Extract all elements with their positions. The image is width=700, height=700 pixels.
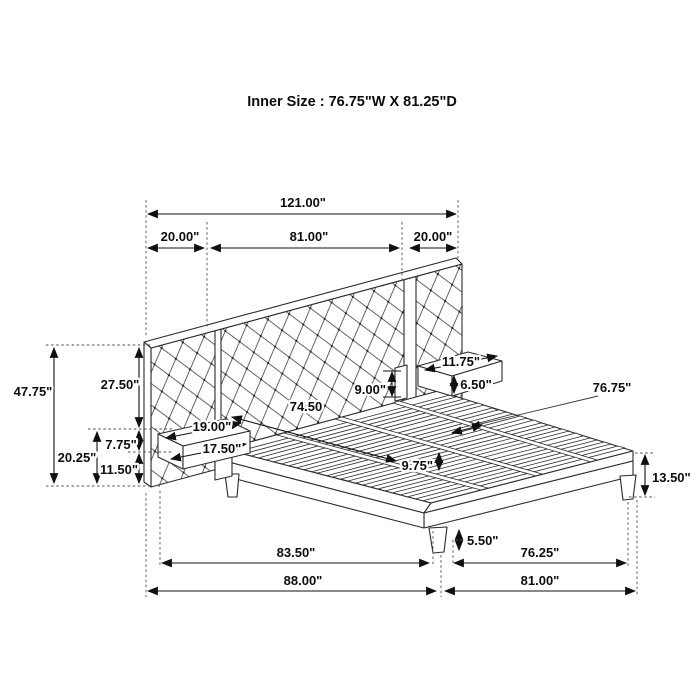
leg-height-label: 5.50" (467, 533, 499, 548)
frame-depth-label: 81.00" (520, 573, 560, 588)
inner-size-title: Inner Size : 76.75"W X 81.25"D (247, 94, 457, 110)
top-to-shelf-label: 27.50" (100, 377, 140, 392)
inner-width-label: 76.75" (592, 380, 632, 395)
headboard-width-label: 81.00" (289, 229, 329, 244)
platform-height-label: 13.50" (652, 470, 691, 485)
base-depth-label: 83.50" (276, 545, 316, 560)
inner-depth-label: 76.25" (520, 545, 560, 560)
headboard-gap-label: 9.00" (354, 382, 386, 397)
overall-width-label: 121.00" (280, 195, 326, 210)
front-leg (429, 527, 447, 553)
headboard-left-edge (144, 342, 151, 487)
rail-length-label: 74.50 (289, 399, 323, 414)
left-shelf-height-label: 7.75" (105, 437, 137, 452)
headboard-support-post (395, 365, 407, 401)
left-panel-width-label: 20.00" (160, 229, 200, 244)
right-leg (620, 475, 636, 500)
slat-spacing-label: 9.75" (401, 458, 433, 473)
overall-height-label: 47.75" (13, 384, 53, 399)
left-shelf-front-width-label: 17.50" (202, 441, 242, 456)
right-panel-width-label: 20.00" (413, 229, 453, 244)
overall-depth-label: 88.00" (283, 573, 323, 588)
left-shelf-top-depth-label: 19.00" (192, 419, 232, 434)
right-shelf-height-label: 6.50" (460, 377, 492, 392)
shelf-to-floor-label: 20.25" (57, 450, 97, 465)
shelf-clearance-label: 11.50" (100, 462, 138, 477)
right-shelf-top-width-label: 11.75" (442, 354, 480, 369)
